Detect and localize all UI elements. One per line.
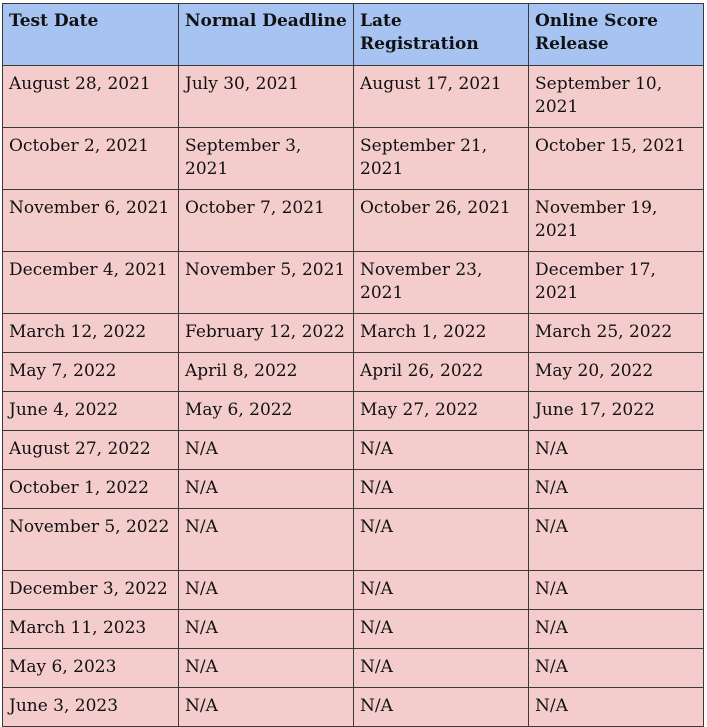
cell-late-registration: September 21, 2021 xyxy=(354,128,529,190)
cell-test-date: November 6, 2021 xyxy=(3,190,179,252)
cell-late-registration: October 26, 2021 xyxy=(354,190,529,252)
cell-test-date: December 3, 2022 xyxy=(3,571,179,610)
cell-test-date: October 1, 2022 xyxy=(3,470,179,509)
cell-test-date: June 4, 2022 xyxy=(3,392,179,431)
cell-normal-deadline: N/A xyxy=(179,610,354,649)
cell-normal-deadline: April 8, 2022 xyxy=(179,353,354,392)
cell-score-release: N/A xyxy=(529,431,704,470)
test-dates-table xyxy=(2,3,704,727)
cell-normal-deadline: February 12, 2022 xyxy=(179,314,354,353)
table-row xyxy=(3,649,704,688)
header-normal-deadline: Normal Deadline xyxy=(179,4,354,66)
cell-score-release: N/A xyxy=(529,649,704,688)
cell-late-registration: April 26, 2022 xyxy=(354,353,529,392)
cell-normal-deadline: May 6, 2022 xyxy=(179,392,354,431)
cell-test-date: November 5, 2022 xyxy=(3,509,179,571)
cell-score-release: N/A xyxy=(529,470,704,509)
header-online-score-release: Online Score Release xyxy=(529,4,704,66)
cell-normal-deadline: N/A xyxy=(179,509,354,571)
cell-test-date: March 11, 2023 xyxy=(3,610,179,649)
cell-score-release: N/A xyxy=(529,688,704,727)
cell-score-release: N/A xyxy=(529,509,704,571)
table-row xyxy=(3,128,704,190)
cell-late-registration: N/A xyxy=(354,470,529,509)
header-late-registration: Late Registration xyxy=(354,4,529,66)
cell-score-release: September 10, 2021 xyxy=(529,66,704,128)
cell-normal-deadline: September 3, 2021 xyxy=(179,128,354,190)
cell-test-date: August 28, 2021 xyxy=(3,66,179,128)
cell-score-release: November 19, 2021 xyxy=(529,190,704,252)
table-row xyxy=(3,190,704,252)
cell-late-registration: March 1, 2022 xyxy=(354,314,529,353)
table-row xyxy=(3,392,704,431)
table-row xyxy=(3,353,704,392)
cell-normal-deadline: N/A xyxy=(179,649,354,688)
cell-test-date: December 4, 2021 xyxy=(3,252,179,314)
cell-test-date: March 12, 2022 xyxy=(3,314,179,353)
cell-test-date: October 2, 2021 xyxy=(3,128,179,190)
table-row xyxy=(3,252,704,314)
cell-score-release: May 20, 2022 xyxy=(529,353,704,392)
table-row xyxy=(3,509,704,571)
table-row xyxy=(3,571,704,610)
cell-normal-deadline: N/A xyxy=(179,571,354,610)
cell-test-date: June 3, 2023 xyxy=(3,688,179,727)
cell-test-date: May 7, 2022 xyxy=(3,353,179,392)
cell-test-date: May 6, 2023 xyxy=(3,649,179,688)
cell-score-release: March 25, 2022 xyxy=(529,314,704,353)
header-row xyxy=(3,4,704,66)
table-row xyxy=(3,314,704,353)
cell-normal-deadline: N/A xyxy=(179,688,354,727)
cell-late-registration: N/A xyxy=(354,509,529,571)
table-row xyxy=(3,470,704,509)
header-test-date: Test Date xyxy=(3,4,179,66)
cell-late-registration: May 27, 2022 xyxy=(354,392,529,431)
cell-score-release: December 17, 2021 xyxy=(529,252,704,314)
table-row xyxy=(3,610,704,649)
cell-test-date: August 27, 2022 xyxy=(3,431,179,470)
cell-score-release: October 15, 2021 xyxy=(529,128,704,190)
cell-late-registration: August 17, 2021 xyxy=(354,66,529,128)
cell-late-registration: N/A xyxy=(354,649,529,688)
table-row xyxy=(3,66,704,128)
cell-normal-deadline: October 7, 2021 xyxy=(179,190,354,252)
cell-late-registration: N/A xyxy=(354,688,529,727)
table-row xyxy=(3,688,704,727)
cell-score-release: N/A xyxy=(529,610,704,649)
cell-normal-deadline: November 5, 2021 xyxy=(179,252,354,314)
table-row xyxy=(3,431,704,470)
cell-late-registration: November 23, 2021 xyxy=(354,252,529,314)
cell-score-release: N/A xyxy=(529,571,704,610)
cell-normal-deadline: July 30, 2021 xyxy=(179,66,354,128)
cell-late-registration: N/A xyxy=(354,610,529,649)
cell-normal-deadline: N/A xyxy=(179,470,354,509)
cell-late-registration: N/A xyxy=(354,571,529,610)
cell-score-release: June 17, 2022 xyxy=(529,392,704,431)
cell-normal-deadline: N/A xyxy=(179,431,354,470)
cell-late-registration: N/A xyxy=(354,431,529,470)
